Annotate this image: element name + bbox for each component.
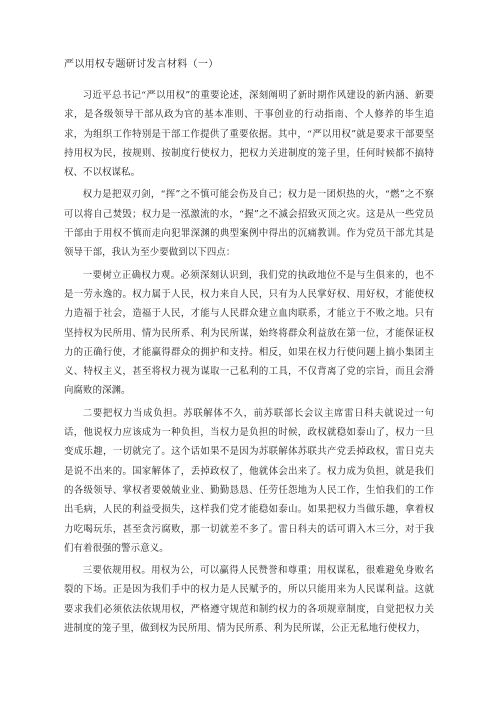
paragraph-point-one: 一要树立正确权力观。必须深刻认识到，我们党的执政地位不是与生俱来的，也不是一劳永逸的。权力属于人民，权力来自人民，只有为人民掌好权、用好权，才能使权力造福于社会，造福于人民，才能与人民群众建立血肉联系，才能立于不败之地。只有坚持权为民所用、情为民所系、利为民所谋，始终将群众利益放在第一位，才能保证权力的正确行使，才能赢得群众的拥护和支持。相反，如果在权力行使问题上搞小集团主义、特权主义，甚至将权力视为谋取一己私利的工具，不仅背离了党的宗旨，而且会滑向腐败的深渊。 — [64, 269, 434, 397]
paragraph-point-three: 三要依规用权。用权为公，可以赢得人民赞誉和尊重；用权谋私，很难避免身败名裂的下场。正是因为我们手中的权力是人民赋予的，所以只能用来为人民谋利益。这就要求我们必须依法依规用权，严格遵守规范和制约权力的各项规章制度，自觉把权力关进制度的笼子里，做到权为民所用、情为民所系、利为民所谋，公正无私地行使权力， — [64, 565, 434, 635]
paragraph-intro: 习近平总书记“严以用权”的重要论述，深刻阐明了新时期作风建设的新内涵、新要求，是各级领导干部从政为官的基本准则、干事创业的行动指南、个人修养的毕生追求，为组织工作特别是干部工作提供了重要依据。其中，“严以用权”就是要求干部要坚持用权为民，按规则、按制度行使权力，把权力关进制度的笼子里，任何时候都不搞特权、不以权谋私。 — [64, 90, 434, 179]
paragraph-power-double-edged: 权力是把双刃剑，“挥”之不慎可能会伤及自己；权力是一团炽热的火，“燃”之不察可以将自己焚毁；权力是一泓激流的水，“握”之不滅会招致灭顶之灾。这是从一些党员干部由于用权不慎而走向犯罪深渊的典型案例中得出的沉痛教训。作为党员干部尤其是领导干部，我认为至少要做到以下四点： — [64, 189, 434, 259]
document-title: 严以用权专题研讨发言材料（一） — [64, 59, 219, 70]
paragraph-point-two: 二要把权力当成负担。苏联解体不久，前苏联部长会议主席雷日科夫就说过一句话，他说权力应该成为一种负担，当权力是负担的时候，政权就稳如泰山了，权力一旦变成乐趣，一切就完了。这个话如果不是因为苏联解体苏联共产党丢掉政权，雷日克夫是说不出来的。国家解体了，丢掉政权了，他就体会出来了。权力成为负担，就是我们的各级领导、掌权者要兢兢业业、勤勤恳恳、任劳任怨地为人民工作，生怕我们的工作出毛病，人民的利益受损失，这样我们党才能稳如泰山。如果把权力当做乐趣，拿着权力吃喝玩乐，甚至贪污腐败，那一切就差不多了。雷日科夫的话可谓入木三分，对于我们有着很强的警示意义。 — [64, 407, 434, 554]
